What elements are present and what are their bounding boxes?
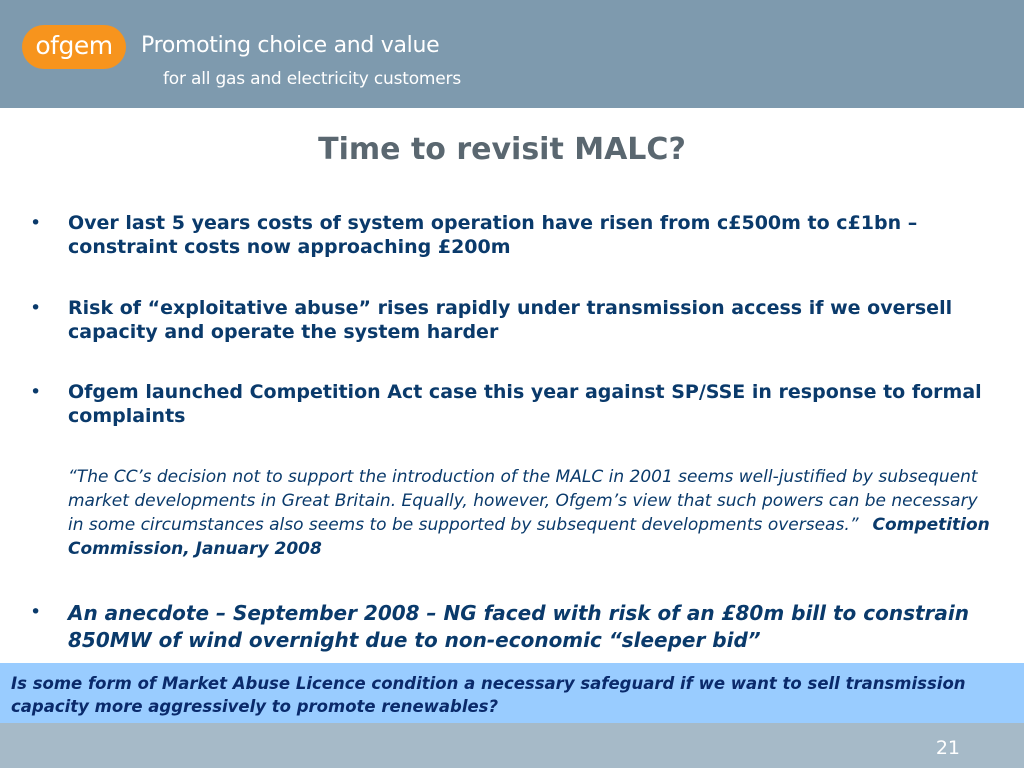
bullet-item	[30, 211, 1020, 259]
bullet-marker: •	[30, 381, 42, 403]
bullet-text: Risk of “exploitative abuse” rises rapidly under transmission access if we oversell capacity and operate the system harder	[68, 297, 953, 343]
bullet-item	[30, 380, 1020, 428]
quote-source: Competition Commission, January 2008	[68, 515, 990, 559]
quote-text: “The CC’s decision not to support the introduction of the MALC in 2001 seems well-justified by subsequent market developments in Great Britain. Equally, however, Ofgem’s view that such powers can be necessary in some circumstances also seems to be supported by subsequent developments overseas.”	[68, 467, 978, 535]
bullet-marker: •	[30, 297, 42, 319]
bullet-text: Ofgem launched Competition Act case this year against SP/SSE in response to formal complaints	[68, 381, 982, 427]
bullet-marker: •	[30, 601, 42, 623]
bullet-text: An anecdote – September 2008 – NG faced with risk of an £80m bill to constrain 850MW of wind overnight due to non-economic “sleeper bid”	[68, 601, 969, 652]
tagline-line-1: Promoting choice and value	[141, 33, 440, 58]
slide-title: Time to revisit MALC?	[318, 132, 686, 167]
page-number: 21	[935, 737, 960, 759]
tagline-line-2: for all gas and electricity customers	[163, 69, 461, 89]
callout-box	[0, 663, 1024, 723]
logo-text: ofgem	[35, 30, 113, 60]
bullet-text: Over last 5 years costs of system operation have risen from c£500m to c£1bn – constraint costs now approaching £200m	[68, 212, 918, 258]
bullet-item	[30, 296, 1020, 344]
callout-text: Is some form of Market Abuse Licence condition a necessary safeguard if we want to sell transmission capacity more aggressively to promote renewables?	[11, 674, 966, 716]
ofgem-logo	[22, 25, 126, 69]
footer-bar	[0, 723, 1024, 768]
bullet-marker: •	[30, 212, 42, 234]
bullet-item	[30, 600, 1020, 654]
header-banner	[0, 0, 1024, 108]
quote-block	[68, 465, 998, 561]
